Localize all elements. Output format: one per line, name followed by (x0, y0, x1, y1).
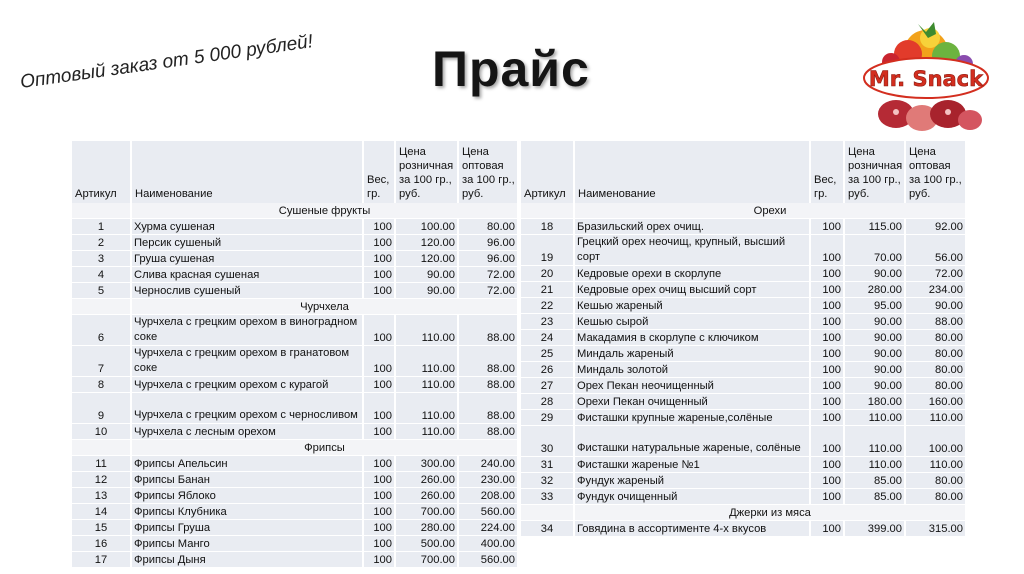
cell-weight: 100 (363, 315, 395, 346)
cell-wholesale: 110.00 (905, 410, 966, 426)
cell-article: 6 (72, 315, 131, 346)
cell-article: 21 (521, 282, 574, 298)
cell-wholesale: 110.00 (905, 457, 966, 473)
cell-name: Фрипсы Клубника (131, 504, 363, 520)
cell-retail: 300.00 (395, 456, 458, 472)
cell-weight: 100 (363, 424, 395, 440)
cell-wholesale: 88.00 (458, 424, 518, 440)
cell-name: Фисташки жареные №1 (574, 457, 810, 473)
cell-wholesale: 88.00 (458, 377, 518, 393)
cell-article: 12 (72, 472, 131, 488)
cell-weight: 100 (363, 456, 395, 472)
cell-wholesale: 92.00 (905, 219, 966, 235)
table-row (521, 330, 966, 346)
category-label: Сушеные фрукты (131, 203, 518, 219)
cell-weight: 100 (363, 520, 395, 536)
cell-retail: 90.00 (844, 346, 905, 362)
category-spacer (72, 440, 131, 456)
table-row (72, 488, 518, 504)
cell-wholesale: 80.00 (458, 219, 518, 235)
table-row (72, 346, 518, 377)
table-row (72, 472, 518, 488)
cell-wholesale: 96.00 (458, 235, 518, 251)
cell-weight: 100 (363, 393, 395, 424)
cell-name: Чурчхела с грецким орехом в гранатовом соке (131, 346, 363, 377)
cell-retail: 260.00 (395, 472, 458, 488)
cell-name: Кешью жареный (574, 298, 810, 314)
cell-retail: 280.00 (844, 282, 905, 298)
cell-weight: 100 (363, 488, 395, 504)
col-article: Артикул (521, 141, 574, 203)
cell-retail: 110.00 (395, 315, 458, 346)
cell-wholesale: 230.00 (458, 472, 518, 488)
cell-name: Фрипсы Дыня (131, 552, 363, 568)
cell-retail: 110.00 (395, 377, 458, 393)
cell-wholesale: 88.00 (458, 393, 518, 424)
cell-name: Фрипсы Банан (131, 472, 363, 488)
table-row (72, 424, 518, 440)
cell-article: 31 (521, 457, 574, 473)
table-row (521, 489, 966, 505)
cell-article: 26 (521, 362, 574, 378)
cell-wholesale: 72.00 (458, 267, 518, 283)
category-row (72, 440, 518, 456)
table-row (72, 520, 518, 536)
table-row (72, 315, 518, 346)
table-row (72, 456, 518, 472)
cell-article: 17 (72, 552, 131, 568)
cell-weight: 100 (363, 552, 395, 568)
cell-name: Фрипсы Апельсин (131, 456, 363, 472)
category-row (72, 203, 518, 219)
cell-name: Макадамия в скорлупе с ключиком (574, 330, 810, 346)
cell-weight: 100 (810, 457, 844, 473)
cell-name: Фундук жареный (574, 473, 810, 489)
cell-weight: 100 (810, 314, 844, 330)
cell-retail: 100.00 (395, 219, 458, 235)
col-article: Артикул (72, 141, 131, 203)
cell-wholesale: 240.00 (458, 456, 518, 472)
cell-retail: 700.00 (395, 504, 458, 520)
cell-wholesale: 560.00 (458, 552, 518, 568)
cell-retail: 90.00 (395, 267, 458, 283)
cell-name: Фрипсы Манго (131, 536, 363, 552)
cell-name: Орехи Пекан очищенный (574, 394, 810, 410)
table-row (72, 536, 518, 552)
cell-article: 22 (521, 298, 574, 314)
cell-retail: 90.00 (844, 362, 905, 378)
table-body-right (521, 203, 966, 537)
cell-weight: 100 (810, 346, 844, 362)
cell-weight: 100 (363, 267, 395, 283)
category-row (72, 299, 518, 315)
cell-name: Груша сушеная (131, 251, 363, 267)
cell-article: 11 (72, 456, 131, 472)
cell-wholesale: 56.00 (905, 235, 966, 266)
cell-article: 13 (72, 488, 131, 504)
table-row (72, 377, 518, 393)
cell-name: Чурчхела с грецким орехом в виноградном соке (131, 315, 363, 346)
cell-name: Орех Пекан неочищенный (574, 378, 810, 394)
cell-name: Бразильский орех очищ. (574, 219, 810, 235)
cell-article: 15 (72, 520, 131, 536)
cell-article: 33 (521, 489, 574, 505)
category-spacer (521, 505, 574, 521)
cell-wholesale: 400.00 (458, 536, 518, 552)
cell-article: 2 (72, 235, 131, 251)
category-row (521, 203, 966, 219)
wholesale-note: Оптовый заказ от 5 000 рублей! (18, 31, 315, 94)
cell-weight: 100 (810, 473, 844, 489)
cell-retail: 70.00 (844, 235, 905, 266)
cell-name: Фисташки натуральные жареные, солёные (574, 426, 810, 457)
cell-article: 19 (521, 235, 574, 266)
cell-article: 24 (521, 330, 574, 346)
cell-retail: 95.00 (844, 298, 905, 314)
cell-name: Персик сушеный (131, 235, 363, 251)
cell-article: 10 (72, 424, 131, 440)
col-name: Наименование (574, 141, 810, 203)
table-row (521, 410, 966, 426)
table-row (521, 457, 966, 473)
col-retail: Цена розничная за 100 гр., руб. (844, 141, 905, 203)
cell-retail: 110.00 (844, 410, 905, 426)
cell-weight: 100 (810, 489, 844, 505)
cell-weight: 100 (810, 394, 844, 410)
cell-retail: 180.00 (844, 394, 905, 410)
col-weight: Вес, гр. (810, 141, 844, 203)
table-row (521, 282, 966, 298)
cell-name: Фрипсы Груша (131, 520, 363, 536)
cell-article: 27 (521, 378, 574, 394)
cell-wholesale: 80.00 (905, 489, 966, 505)
price-table-right (521, 141, 967, 537)
cell-name: Чурчхела с лесным орехом (131, 424, 363, 440)
cell-wholesale: 224.00 (458, 520, 518, 536)
table-row (72, 283, 518, 299)
cell-retail: 260.00 (395, 488, 458, 504)
cell-weight: 100 (810, 282, 844, 298)
cell-name: Миндаль золотой (574, 362, 810, 378)
cell-retail: 700.00 (395, 552, 458, 568)
cell-weight: 100 (810, 426, 844, 457)
cell-article: 3 (72, 251, 131, 267)
cell-article: 16 (72, 536, 131, 552)
cell-retail: 115.00 (844, 219, 905, 235)
cell-weight: 100 (363, 536, 395, 552)
table-row (72, 251, 518, 267)
cell-weight: 100 (363, 235, 395, 251)
cell-article: 23 (521, 314, 574, 330)
table-row (521, 473, 966, 489)
cell-name: Грецкий орех неочищ, крупный, высший сорт (574, 235, 810, 266)
table-row (521, 314, 966, 330)
cell-wholesale: 234.00 (905, 282, 966, 298)
cell-name: Чурчхела с грецким орехом с черносливом (131, 393, 363, 424)
cell-name: Чурчхела с грецким орехом с курагой (131, 377, 363, 393)
cell-name: Кедровые орех очищ высший сорт (574, 282, 810, 298)
cell-weight: 100 (363, 283, 395, 299)
cell-article: 4 (72, 267, 131, 283)
cell-name: Фисташки крупные жареные,солёные (574, 410, 810, 426)
cell-wholesale: 88.00 (458, 346, 518, 377)
cell-wholesale: 315.00 (905, 521, 966, 537)
cell-article: 34 (521, 521, 574, 537)
cell-article: 20 (521, 266, 574, 282)
category-label: Чурчхела (131, 299, 518, 315)
cell-wholesale: 208.00 (458, 488, 518, 504)
cell-article: 29 (521, 410, 574, 426)
col-name: Наименование (131, 141, 363, 203)
table-row (521, 298, 966, 314)
cell-weight: 100 (810, 521, 844, 537)
svg-text:Mr. Snack: Mr. Snack (868, 67, 984, 91)
cell-name: Говядина в ассортименте 4-х вкусов (574, 521, 810, 537)
col-wholesale: Цена оптовая за 100 гр., руб. (905, 141, 966, 203)
cell-name: Слива красная сушеная (131, 267, 363, 283)
cell-retail: 120.00 (395, 251, 458, 267)
cell-weight: 100 (363, 251, 395, 267)
cell-weight: 100 (363, 346, 395, 377)
cell-retail: 110.00 (395, 346, 458, 377)
cell-retail: 110.00 (844, 457, 905, 473)
table-row (521, 426, 966, 457)
cell-name: Фрипсы Яблоко (131, 488, 363, 504)
mr-snack-logo (856, 18, 996, 140)
cell-wholesale: 80.00 (905, 378, 966, 394)
cell-retail: 110.00 (395, 424, 458, 440)
table-row (72, 267, 518, 283)
category-label: Фрипсы (131, 440, 518, 456)
cell-wholesale: 88.00 (905, 314, 966, 330)
table-row (521, 266, 966, 282)
table-row (72, 393, 518, 424)
cell-retail: 85.00 (844, 489, 905, 505)
category-label: Орехи (574, 203, 966, 219)
cell-retail: 90.00 (844, 378, 905, 394)
cell-article: 28 (521, 394, 574, 410)
category-spacer (72, 299, 131, 315)
table-row (72, 235, 518, 251)
cell-article: 8 (72, 377, 131, 393)
table-row (72, 552, 518, 568)
category-spacer (521, 203, 574, 219)
cell-wholesale: 72.00 (905, 266, 966, 282)
cell-article: 25 (521, 346, 574, 362)
cell-retail: 90.00 (844, 314, 905, 330)
cell-article: 14 (72, 504, 131, 520)
cell-retail: 90.00 (844, 266, 905, 282)
cell-retail: 90.00 (395, 283, 458, 299)
cell-wholesale: 96.00 (458, 251, 518, 267)
cell-wholesale: 100.00 (905, 426, 966, 457)
cell-name: Кедровые орехи в скорлупе (574, 266, 810, 282)
cell-wholesale: 160.00 (905, 394, 966, 410)
table-row (521, 362, 966, 378)
table-row (521, 378, 966, 394)
cell-weight: 100 (363, 219, 395, 235)
cell-wholesale: 88.00 (458, 315, 518, 346)
cell-wholesale: 80.00 (905, 362, 966, 378)
price-table-left (72, 141, 519, 568)
cell-retail: 85.00 (844, 473, 905, 489)
cell-name: Миндаль жареный (574, 346, 810, 362)
table-row (521, 219, 966, 235)
cell-retail: 500.00 (395, 536, 458, 552)
table-body-left (72, 203, 518, 568)
cell-weight: 100 (810, 266, 844, 282)
cell-retail: 110.00 (395, 393, 458, 424)
cell-weight: 100 (363, 377, 395, 393)
cell-weight: 100 (810, 362, 844, 378)
table-row (72, 219, 518, 235)
cell-weight: 100 (363, 504, 395, 520)
cell-retail: 399.00 (844, 521, 905, 537)
cell-article: 7 (72, 346, 131, 377)
page-title: Прайс (432, 41, 590, 97)
cell-article: 1 (72, 219, 131, 235)
cell-weight: 100 (810, 330, 844, 346)
cell-name: Кешью сырой (574, 314, 810, 330)
cell-wholesale: 72.00 (458, 283, 518, 299)
cell-article: 18 (521, 219, 574, 235)
table-header (521, 141, 966, 203)
col-weight: Вес, гр. (363, 141, 395, 203)
cell-article: 9 (72, 393, 131, 424)
cell-weight: 100 (810, 219, 844, 235)
cell-weight: 100 (810, 298, 844, 314)
cell-article: 30 (521, 426, 574, 457)
cell-retail: 90.00 (844, 330, 905, 346)
cell-name: Чернослив сушеный (131, 283, 363, 299)
cell-weight: 100 (363, 472, 395, 488)
cell-wholesale: 80.00 (905, 473, 966, 489)
cell-wholesale: 80.00 (905, 346, 966, 362)
table-row (521, 235, 966, 266)
cell-name: Хурма сушеная (131, 219, 363, 235)
cell-wholesale: 90.00 (905, 298, 966, 314)
cell-name: Фундук очищенный (574, 489, 810, 505)
table-row (521, 346, 966, 362)
cell-weight: 100 (810, 410, 844, 426)
category-row (521, 505, 966, 521)
cell-article: 5 (72, 283, 131, 299)
cell-weight: 100 (810, 378, 844, 394)
col-wholesale: Цена оптовая за 100 гр., руб. (458, 141, 518, 203)
table-row (72, 504, 518, 520)
cell-weight: 100 (810, 235, 844, 266)
category-label: Джерки из мяса (574, 505, 966, 521)
table-row (521, 521, 966, 537)
cell-retail: 120.00 (395, 235, 458, 251)
cell-wholesale: 560.00 (458, 504, 518, 520)
cell-article: 32 (521, 473, 574, 489)
cell-retail: 280.00 (395, 520, 458, 536)
cell-retail: 110.00 (844, 426, 905, 457)
table-row (521, 394, 966, 410)
table-header (72, 141, 518, 203)
col-retail: Цена розничная за 100 гр., руб. (395, 141, 458, 203)
category-spacer (72, 203, 131, 219)
cell-wholesale: 80.00 (905, 330, 966, 346)
